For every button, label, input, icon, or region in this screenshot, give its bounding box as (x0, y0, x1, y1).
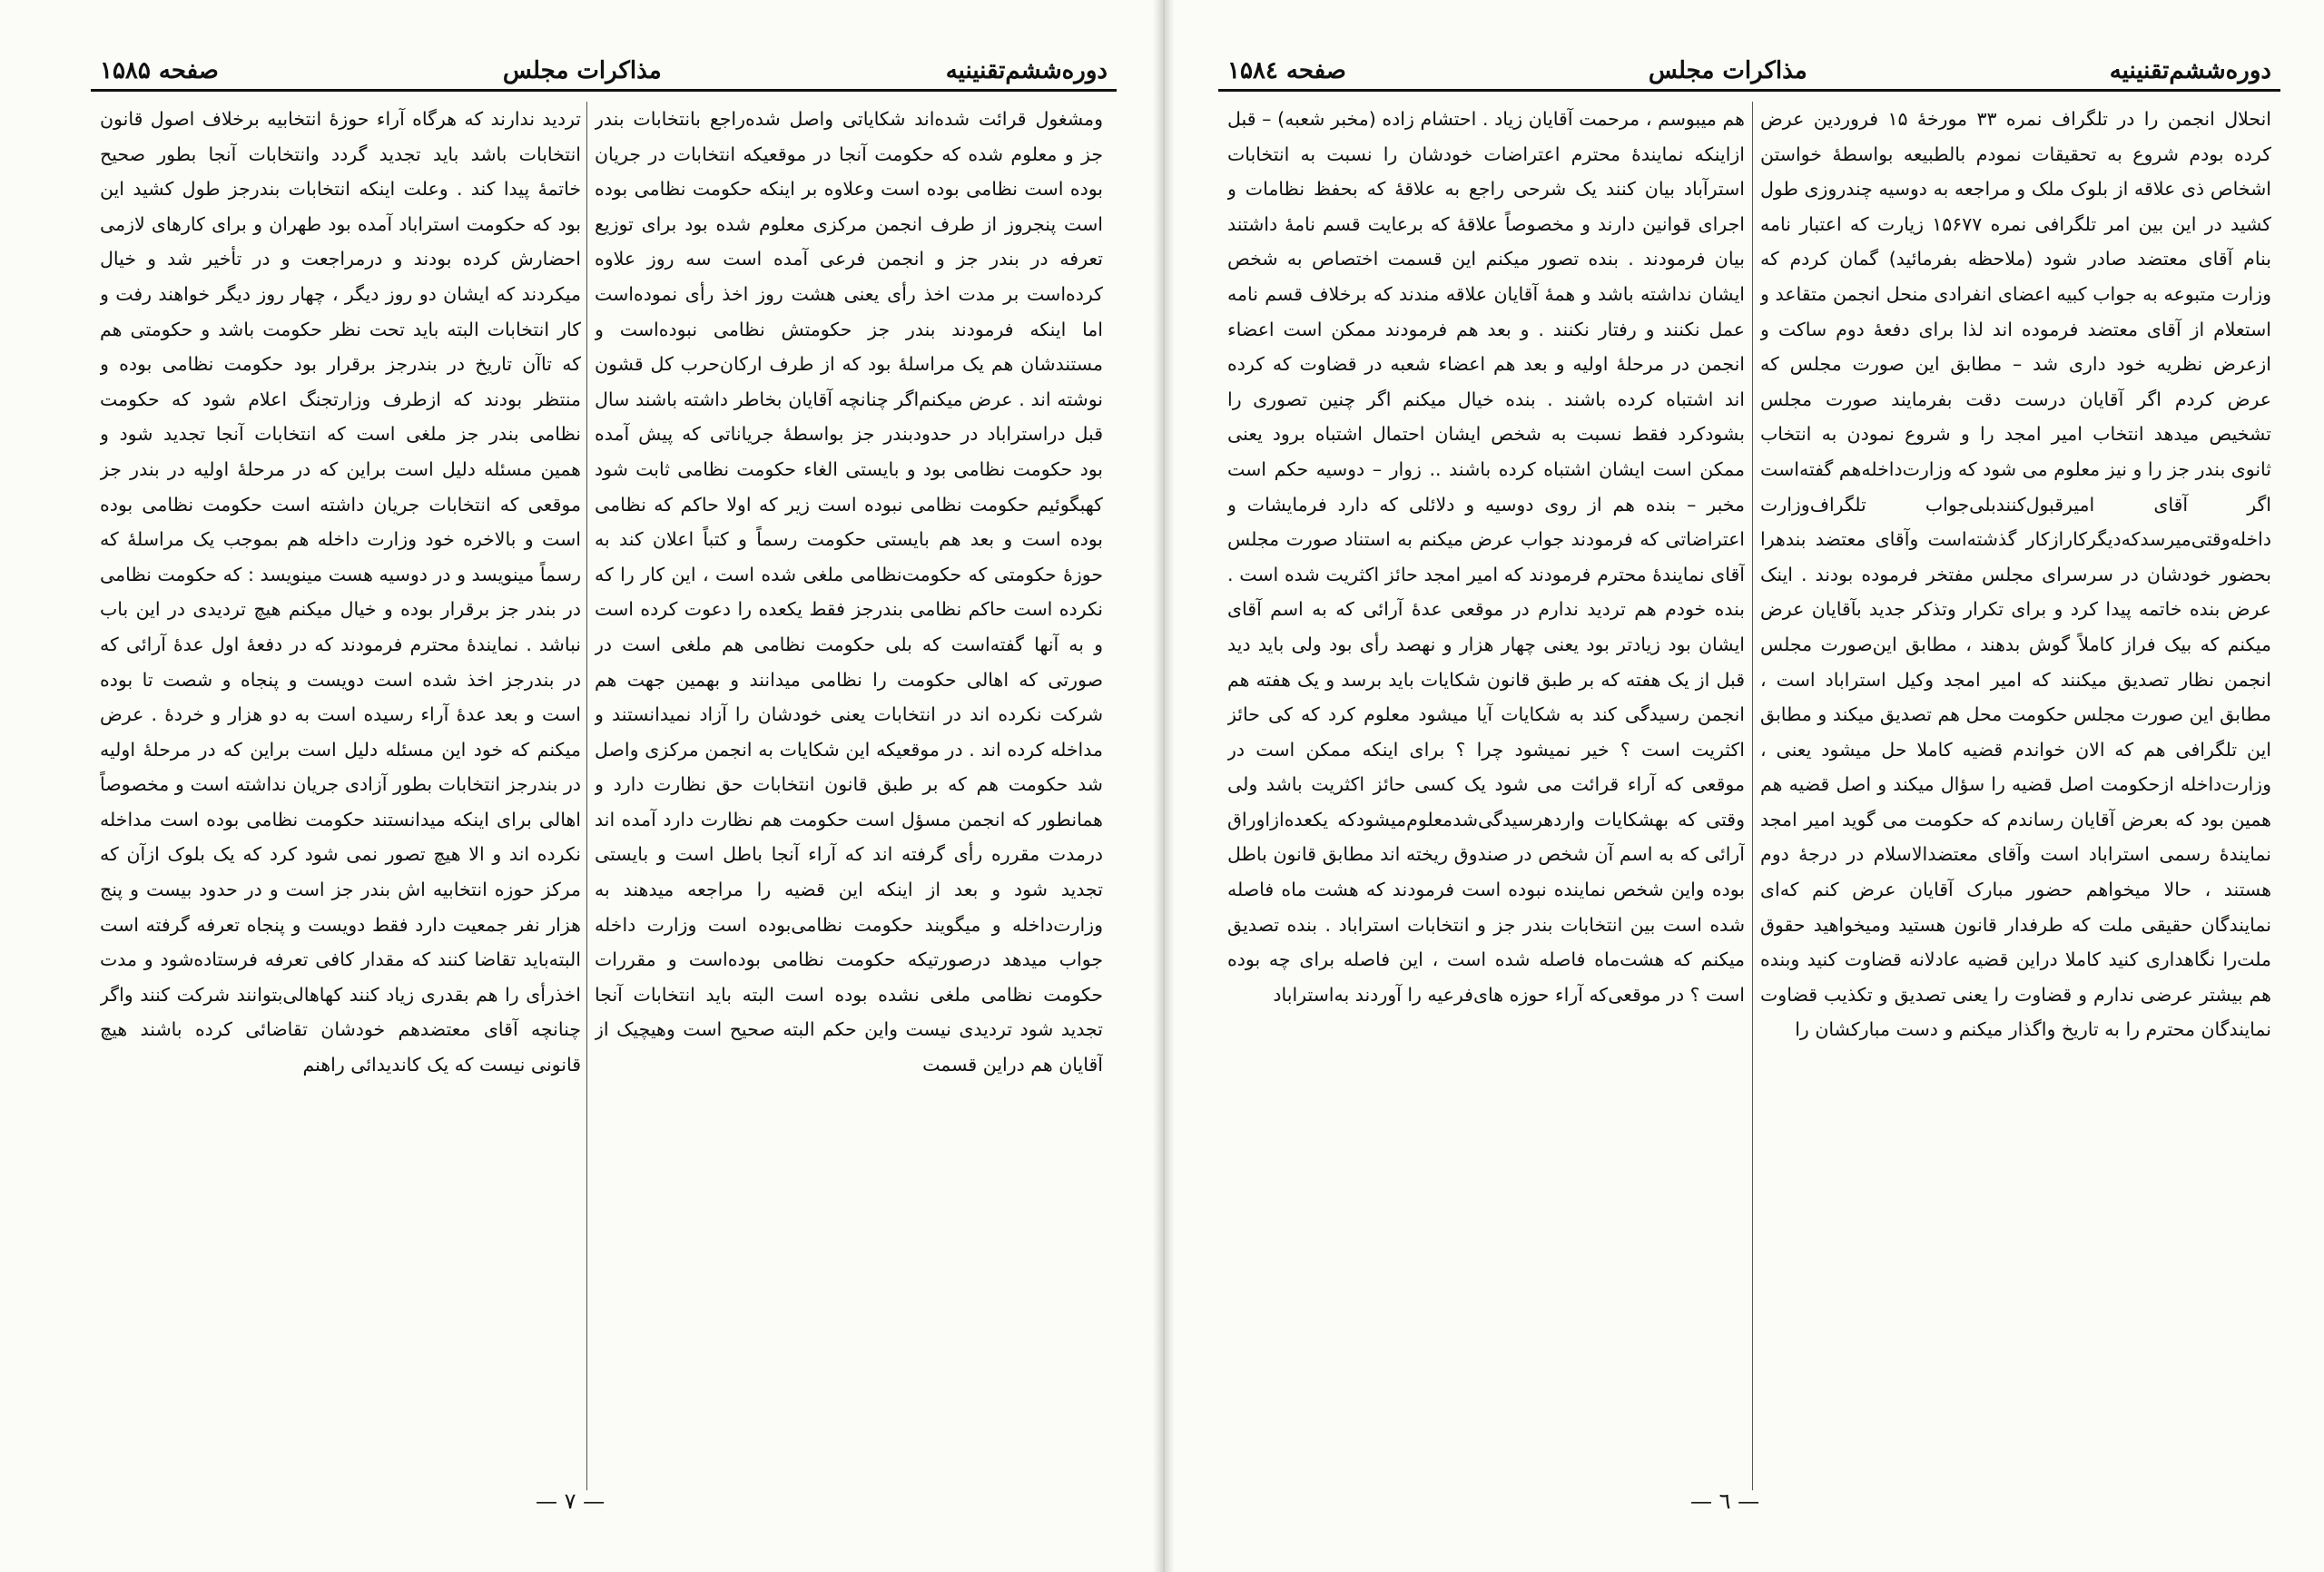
right-page-header (1227, 51, 2271, 91)
right-page-right-column-text: انحلال انجمن را در تلگراف نمره ۳۳ مورخهٔ ۱۵ فروردین عرض کرده بودم شروع به تحقیقات نمودم بالطبیعه بواسطهٔ خواستن اشخاص ذی علاقه از بلوک ملک و مراجعه به دوسیه چندروزی طول کشید در این بین امر تلگرافی نمره ۱۵۶۷۷ زیارت که اعتبار نامه بنام آقای معتضد صادر شود (ملاحظه بفرمائید) گمان کردم که وزارت متبوعه به جواب کبیه اعضای انفرادی منحل انجمن متقاعد و استعلام از آقای معتضد فرموده اند لذا برای دفعهٔ دوم ساکت و ازعرض نظریه خود داری شد – مطابق این صورت مجلس که عرض کردم اگر آقایان درست دقت بفرمایند صورت مجلس تشخیص میدهد انتخاب امیر امجد را و شروع نمودن به انتخاب ثانوی بندر جز را و نیز معلوم می شود که وزارت‌داخله‌هم گفته‌است اگر آقای امیرقبول‌کنند‌بلی‌جواب تلگراف‌وزارت داخله‌وقتی‌میرسد‌که‌دیگر‌کاراز‌کار گذشته‌است وآقای معتضد بندهرا بحضور خودشان در سرسرای مجلس مفتخر فرموده بودند . اینک عرض بنده خاتمه پیدا کرد و برای تکرار وتذکر جدید بآقایان عرض میکنم که بیک فراز کاملاً گوش بدهند ، مطابق این‌صورت مجلس انجمن نظار تصدیق میکنند که امیر امجد وکیل استراباد است ، مطابق این صورت مجلس حکومت محل هم تصدیق میکند و مطابق این تلگرافی هم که الان خواندم قضیه کاملا حل میشود یعنی ، وزارت‌داخله ازحکومت اصل قضیه را سؤال میکند و اصل قضیه هم همین بود که بعرض آقایان رساندم که حکومت می گوید امیر امجد نمایندهٔ رسمی استراباد است وآقای معتضد‌الاسلام در درجهٔ دوم هستند ، حالا میخواهم حضور مبارک آقایان عرض کنم که‌ای نمایندگان حقیقی ملت که طرفدار قانون هستید ومیخواهید حقوق ملت‌را نگاهداری کنید کاملا دراین قضیه عادلانه قضاوت کنید وبنده هم بیشتر عرضی ندارم و قضاوت را یعنی تصدیق و تکذیب قضاوت نمایندگان محترم را به تاریخ واگذار میکنم و دست مبارکشان را (1760, 108, 2271, 1041)
right-page-column-divider (1752, 102, 1753, 1490)
right-page-title: مذاکرات مجلس (1648, 57, 1807, 84)
left-page-number: صفحه ۱۵۸۵ (100, 57, 219, 84)
right-page-session-label: دوره‌ششم‌تقنینیه (2109, 57, 2271, 84)
left-page-session-label: دوره‌ششم‌تقنینیه (945, 57, 1108, 84)
left-page-column-divider (586, 102, 587, 1490)
right-page-header-rule (1218, 89, 2280, 92)
right-page-number: صفحه ۱۵۸٤ (1227, 57, 1346, 84)
left-page-title: مذاکرات مجلس (502, 57, 662, 84)
left-page-header (100, 51, 1108, 91)
left-page-left-column-text: تردید ندارند که هرگاه آراء حوزهٔ انتخابیه برخلاف اصول قانون انتخابات باشد باید تجدید گردد وانتخابات آنجا بطور صحیح خاتمهٔ پیدا کند . وعلت اینکه انتخابات بندرجز طول کشید این بود که حکومت استراباد آمده بود طهران و برای کارهای لازمی احضارش کرده بودند و درمراجعت و در تأخیر شد و خیال میکردند که ایشان دو روز دیگر ، چهار روز دیگر خواهند رفت و کار انتخابات البته باید تحت نظر حکومت باشد و حکومتی هم که تاآن تاریخ در بندرجز برقرار بود حکومت نظامی بوده و منتظر بودند که ازطرف وزارتجنگ اعلام شود که حکومت نظامی بندر جز ملغی است که انتخابات آنجا تجدید شود و همین مسئله دلیل است براین که در مرحلهٔ اولیه در بندر جز موقعی که انتخابات جریان داشته است حکومت نظامی بوده است و بالاخره خود وزارت داخله هم بموجب یک مراسلهٔ که رسماً مینویسد و در دوسیه هست مینویسد : که حکومت نظامی در بندر جز برقرار بوده و خیال میکنم هیچ تردیدی در این باب نباشد . نمایندهٔ محترم فرمودند که در دفعهٔ اول عدهٔ آرائی که در بندرجز اخذ شده است دویست و پنجاه و شصت تا بوده است و بعد عدهٔ آراء رسیده است به دو هزار و خردهٔ . عرض میکنم که خود این مسئله دلیل است براین که در مرحلهٔ اولیه در بندرجز انتخابات بطور آزادی جریان نداشته است و مخصوصاً اهالی برای اینکه میدانستند حکومت نظامی بوده است مداخله نکرده اند و الا هیچ تصور نمی شود کرد که یک بلوک ازآن که مرکز حوزه انتخابیه اش بندر جز است و در حدود بیست و پنج هزار نفر جمعیت دارد فقط دویست و پنجاه تعرفه گرفته است البته‌باید تقاضا کنند که مقدار کافی تعرفه فرستاده‌شود و مدت اخذ‌رأی را هم بقدری زیاد کنند کهاهالی‌بتوانند شرکت کنند واگر چنانچه آقای معتضد‌هم خودشان تقاضائی کرده باشند هیچ قانونی نیست که یک کاندیدائی راهنم (100, 108, 581, 1076)
left-page-right-column (595, 102, 1103, 1490)
book-gutter (1153, 0, 1175, 1572)
right-page-left-column (1227, 102, 1745, 1490)
left-page-header-rule (91, 89, 1117, 92)
right-page (1164, 0, 2324, 1572)
right-page-right-column (1760, 102, 2271, 1490)
left-page-folio: — ۷ — (536, 1488, 606, 1514)
left-page-left-column (100, 102, 581, 1490)
right-page-folio: — ٦ — (1690, 1488, 1760, 1514)
right-page-left-column-text: هم میبوسم ، مرحمت آقایان زیاد . احتشام زاده (مخبر شعبه) – قبل ازاینکه نمایندهٔ محترم اعتراضات خودشان را نسبت به انتخابات استرآباد بیان کنند یک شرحی راجع به علاقهٔ که بحفظ نظامات و اجرای قوانین دارند و مخصوصاً علاقهٔ که برعایت قسم نامهٔ داشتند بیان فرمودند . بنده تصور میکنم این قسمت اختصاص به شخص ایشان نداشته باشد و همهٔ آقایان علاقه مندند که برخلاف قسم نامه عمل نکنند و رفتار نکنند . و بعد هم فرمودند ممکن است اعضاء انجمن در مرحلهٔ اولیه و بعد هم اعضاء شعبه در قضاوت که کرده اند اشتباه کرده باشند . بنده خیال میکنم اگر چنین تصوری را بشود‌کرد فقط نسبت به شخص ایشان احتمال اشتباه برود یعنی ممکن است ایشان اشتباه کرده باشند .. زوار – دوسیه حکم است مخبر – بنده هم از روی دوسیه و دلائلی که دارد فرمایشات و اعتراضاتی که فرمودند جواب عرض میکنم به استناد صورت مجلس آقای نمایندهٔ محترم فرمودند که امیر امجد حائز اکثریت شده است . بنده خودم هم تردید ندارم در موقعی عدهٔ آرائی که به اسم آقای ایشان بود زیادتر بود یعنی چهار هزار و نهصد رأی بود ولی باید دید قبل از یک هفته که بر طبق قانون شکایات باید برسد و یک هفته هم انجمن رسیدگی کند به شکایات آیا میشود معلوم کرد که کی حائز اکثریت است ؟ خیر نمیشود چرا ؟ برای اینکه ممکن است در موقعی که آراء قرائت می شود یک کسی حائز اکثریت باشد ولی وقتی که بهشکایات واردهرسیدگی‌شد‌معلوم‌میشودکه یکعده‌ازاوراق آرائی که به اسم آن شخص در صندوق ریخته اند مطابق قانون باطل بوده واین شخص نماینده نبوده است فرمودند که هشت ماه فاصله شده است بین انتخابات بندر جز و انتخابات استراباد . بنده تصدیق میکنم که هشت‌ماه فاصله شده است ، این فاصله برای چه بوده است ؟ در موقعی‌که آراء حوزه های‌فرعیه را آوردند به‌استراباد (1227, 108, 1745, 1006)
left-page-right-column-text: ومشغول قرائت شده‌اند شکایاتی واصل شده‌راجع بانتخابات بندر جز و معلوم شده که حکومت آنجا در موقعیکه انتخابات در جریان بوده است نظامی بوده است وعلاوه بر اینکه حکومت نظامی بوده است پنجروز از طرف انجمن مرکزی معلوم شده بود برای توزیع تعرفه در بندر جز و انجمن فرعی آمده است سه روز علاوه کرده‌است بر مدت اخذ رأی یعنی هشت روز اخذ رأی نموده‌است اما اینکه فرمودند بندر جز حکومتش نظامی نبوده‌است و مستندشان هم یک مراسلهٔ بود که از طرف ارکان‌حرب کل قشون نوشته اند . عرض میکنم‌اگر چنانچه آقایان بخاطر داشته باشند سال قبل دراستراباد در حدود‌بندر جز بواسطهٔ جریاناتی که پیش آمده بود حکومت نظامی بود و بایستی الغاء حکومت نظامی ثابت شود کهبگوئیم حکومت نظامی نبوده است زیر که اولا حاکم که نظامی بوده است و بعد هم بایستی حکومت رسماً و کتباً اعلان کند به حوزهٔ حکومتی که حکومت‌نظامی ملغی شده است ، این کار را که نکرده است حاکم نظامی بندر‌جز فقط یکعده را دعوت کرده است و به آنها گفته‌است که بلی حکومت نظامی هم ملغی است در صورتی که اهالی حکومت را نظامی میدانند و بهمین جهت هم شرکت نکرده اند در انتخابات یعنی خودشان را آزاد نمیدانستند و مداخله کرده اند . در موقعیکه این شکایات به انجمن مرکزی واصل شد حکومت هم که بر طبق قانون انتخابات حق نظارت دارد و همانطور که انجمن مسؤل است حکومت هم نظارت دارد آمده اند درمدت مقرره رأی گرفته اند که آراء آنجا باطل است و بایستی تجدید شود و بعد از اینکه این قضیه را مراجعه میدهند به وزارت‌داخله و میگویند حکومت نظامی‌بوده است وزارت داخله جواب میدهد درصورتیکه حکومت نظامی بوده‌است و مقررات حکومت نظامی ملغی نشده بوده است البته باید انتخابات آنجا تجدید شود تردیدی نیست واین حکم البته صحیح است وهیچیک از آقایان هم دراین قسمت (595, 108, 1103, 1076)
